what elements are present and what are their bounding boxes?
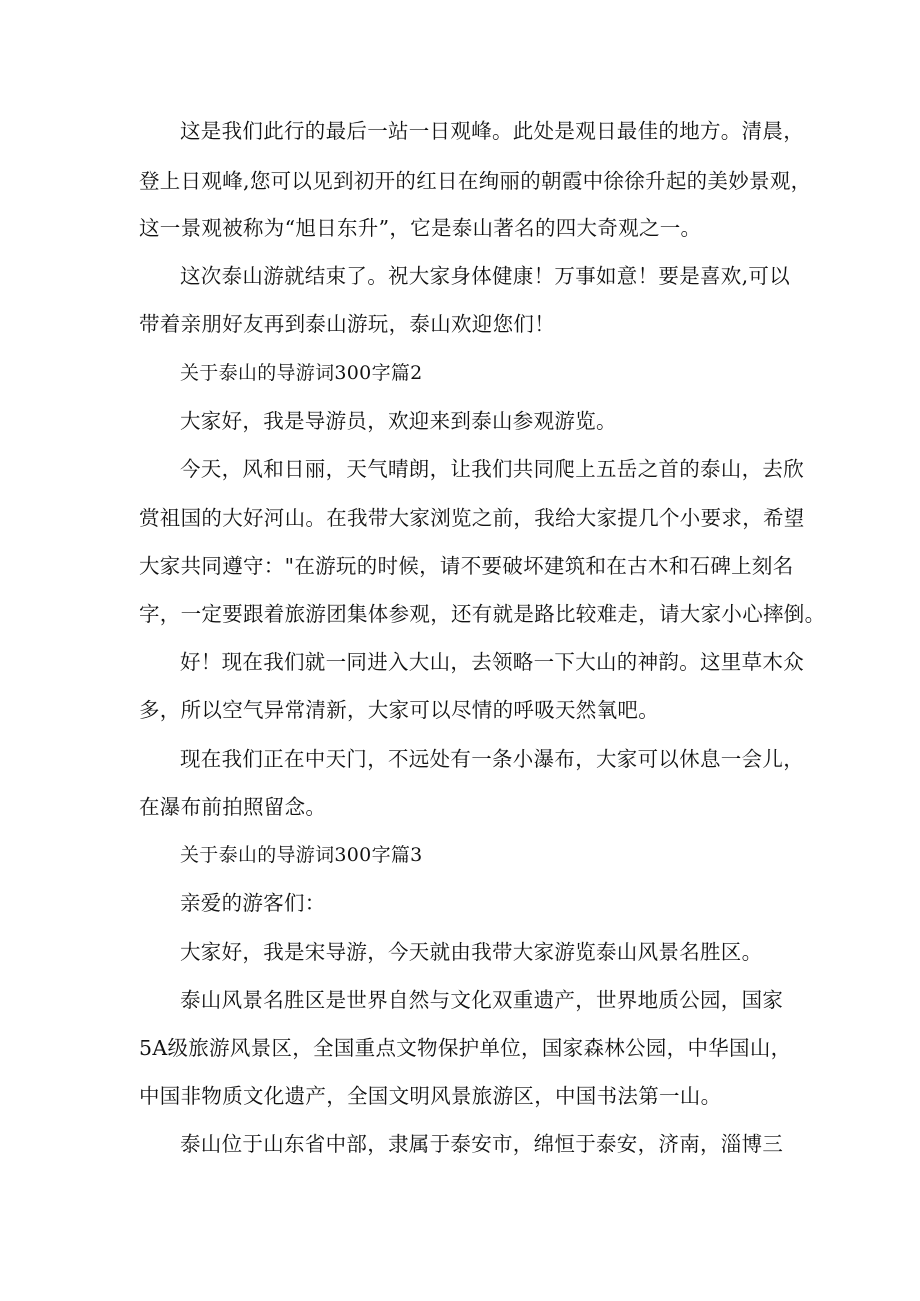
paragraph-line: 好！现在我们就一同进入大山，去领略一下大山的神韵。这里草木众 [180,650,804,674]
paragraph-line: 带着亲朋好友再到泰山游玩，泰山欢迎您们！ [139,312,555,336]
paragraph-line: 今天，风和日丽，天气晴朗，让我们共同爬上五岳之首的泰山，去欣 [180,457,804,481]
paragraph-line: 登上日观峰,您可以见到初开的红日在绚丽的朝霞中徐徐升起的美妙景观， [139,169,812,193]
paragraph-line: 泰山风景名胜区是世界自然与文化双重遗产，世界地质公园，国家 [180,988,784,1012]
paragraph-line: 大家好，我是宋导游，今天就由我带大家游览泰山风景名胜区。 [180,940,763,964]
paragraph-line: 字，一定要跟着旅游团集体参观，还有就是路比较难走，请大家小心摔倒。 [139,602,826,626]
paragraph-line: 多，所以空气异常清新，大家可以尽情的呼吸天然氧吧。 [139,698,659,722]
section-heading: 关于泰山的导游词300字篇2 [180,362,423,384]
paragraph-line: 赏祖国的大好河山。在我带大家浏览之前，我给大家提几个小要求，希望 [139,506,805,530]
paragraph-line: 大家共同遵守："在游玩的时候，请不要破坏建筑和在古木和石碑上刻名 [139,554,794,578]
paragraph-line: 这一景观被称为“旭日东升”，它是泰山著名的四大奇观之一。 [139,216,702,240]
paragraph-line: 大家好，我是导游员，欢迎来到泰山参观游览。 [180,409,617,433]
paragraph-line: 在瀑布前拍照留念。 [139,795,327,819]
paragraph-line: 5A级旅游风景区，全国重点文物保护单位，国家森林公园，中华国山， [139,1036,792,1060]
paragraph-line: 亲爱的游客们： [180,891,326,915]
paragraph-line: 这次泰山游就结束了。祝大家身体健康！万事如意！要是喜欢,可以 [180,264,791,288]
paragraph-line: 泰山位于山东省中部，隶属于泰安市，绵恒于泰安，济南，淄博三 [180,1132,784,1156]
paragraph-line: 这是我们此行的最后一站一日观峰。此处是观日最佳的地方。清晨， [180,119,804,143]
section-heading: 关于泰山的导游词300字篇3 [180,844,423,866]
paragraph-line: 中国非物质文化遗产，全国文明风景旅游区，中国书法第一山。 [139,1084,722,1108]
paragraph-line: 现在我们正在中天门，不远处有一条小瀑布，大家可以休息一会儿， [180,747,804,771]
